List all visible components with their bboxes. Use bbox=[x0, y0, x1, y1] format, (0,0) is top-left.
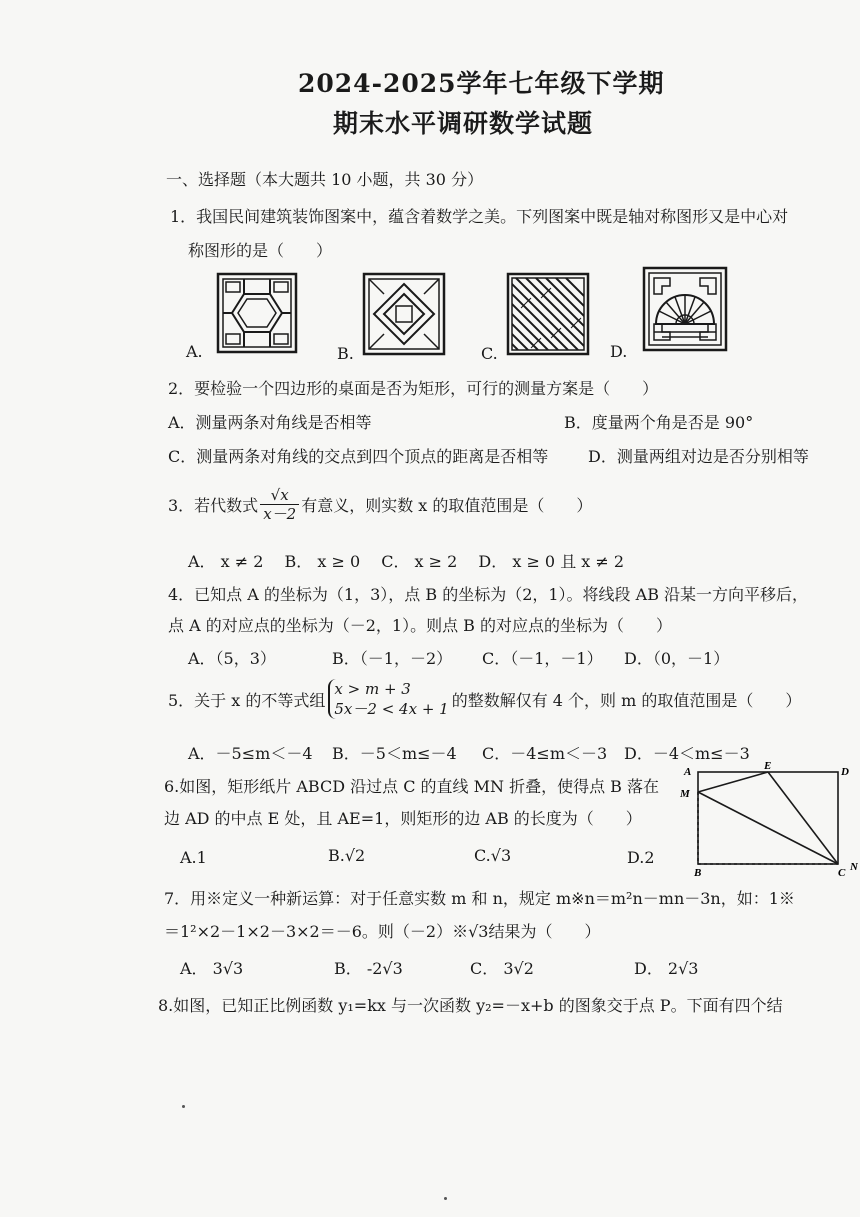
q5-inequality-1: x > m + 3 bbox=[334, 680, 411, 698]
q5-option-b: B．－5＜m≤－4 bbox=[332, 744, 457, 763]
title-line-1: 2024-2025学年七年级下学期 bbox=[298, 69, 665, 98]
q6-fig-label-a: A bbox=[684, 766, 692, 778]
q2-option-b: B．度量两个角是否是 90° bbox=[564, 413, 754, 432]
q2-stem: 2．要检验一个四边形的桌面是否为矩形，可行的测量方案是（ ） bbox=[168, 379, 659, 398]
q6-option-d: D.2 bbox=[627, 848, 655, 867]
q7-option-c: C． 3√2 bbox=[470, 959, 534, 978]
q6-fig-label-c: C bbox=[838, 867, 846, 876]
q5-option-d: D．－4＜m≤－3 bbox=[624, 744, 750, 763]
q7-option-b: B． -2√3 bbox=[334, 959, 403, 978]
q6-stem-line2: 边 AD 的中点 E 处，且 AE=1，则矩形的边 AB 的长度为（ ） bbox=[164, 809, 642, 828]
q3-stem bbox=[168, 486, 592, 523]
q1-stem-line2: 称图形的是（ ） bbox=[188, 241, 333, 260]
q7-option-a: A． 3√3 bbox=[180, 959, 244, 978]
q1-option-c-pattern bbox=[506, 272, 590, 356]
title-line-2: 期末水平调研数学试题 bbox=[333, 109, 594, 138]
q1-option-d-label: D. bbox=[610, 342, 628, 361]
q6-fig-label-e: E bbox=[764, 760, 772, 772]
q3-fraction-numerator: √x bbox=[260, 486, 299, 505]
q4-stem-line1: 4．已知点 A 的坐标为（1，3），点 B 的坐标为（2，1）。将线段 AB 沿某一方向平移后， bbox=[168, 585, 809, 604]
q6-option-c: C.√3 bbox=[474, 846, 512, 865]
q3-fraction bbox=[260, 486, 299, 523]
q6-fig-label-n: N bbox=[850, 861, 858, 873]
q6-stem-line1: 6.如图，矩形纸片 ABCD 沿过点 C 的直线 MN 折叠，使得点 B 落在 bbox=[164, 777, 660, 796]
bleed-through-text bbox=[600, 112, 670, 132]
q4-option-c: C．（－1，－1） bbox=[482, 649, 603, 668]
q1-option-b-pattern bbox=[362, 272, 446, 356]
q1-option-d-pattern bbox=[642, 266, 728, 352]
q2-option-d: D．测量两组对边是否分别相等 bbox=[588, 447, 809, 466]
q7-stem-line2: ＝1²×2－1×2－3×2＝－6。则（－2）※√3结果为（ ） bbox=[164, 922, 601, 941]
q6-fig-label-d: D bbox=[841, 766, 849, 778]
q2-option-a: A．测量两条对角线是否相等 bbox=[168, 413, 372, 432]
q4-option-d: D．（0，－1） bbox=[624, 649, 730, 668]
scan-speck bbox=[444, 1197, 447, 1200]
q5-option-a: A．－5≤m＜－4 bbox=[188, 744, 313, 763]
q3-stem-pre: 3．若代数式 bbox=[168, 496, 259, 515]
q1-stem-line1: 1．我国民间建筑装饰图案中，蕴含着数学之美。下列图案中既是轴对称图形又是中心对 bbox=[170, 207, 789, 226]
q2-option-c: C．测量两条对角线的交点到四个顶点的距离是否相等 bbox=[168, 447, 549, 466]
scan-speck bbox=[182, 1105, 185, 1108]
q5-inequality-system bbox=[328, 679, 448, 719]
section-heading: 一、选择题（本大题共 10 小题，共 30 分） bbox=[166, 170, 484, 189]
q6-fig-label-m: M bbox=[680, 788, 690, 800]
q5-stem bbox=[168, 679, 801, 719]
q5-inequality-2: 5x－2 < 4x + 1 bbox=[334, 700, 449, 718]
q1-option-b-label: B. bbox=[337, 344, 354, 363]
q7-option-d: D． 2√3 bbox=[634, 959, 699, 978]
q3-options: A． x ≠ 2 B． x ≥ 0 C． x ≥ 2 D． x ≥ 0 且 x ≠ 2 bbox=[188, 552, 625, 571]
q7-stem-line1: 7．用※定义一种新运算：对于任意实数 m 和 n，规定 m※n＝m²n－mn－3n，如：1※ bbox=[164, 889, 795, 908]
q4-option-a: A．（5，3） bbox=[188, 649, 276, 668]
q4-stem-line2: 点 A 的对应点的坐标为（－2，1）。则点 B 的对应点的坐标为（ ） bbox=[168, 616, 673, 635]
q1-option-a-pattern bbox=[216, 272, 298, 354]
q6-fig-label-b: B bbox=[694, 867, 702, 876]
q5-stem-post: 的整数解仅有 4 个，则 m 的取值范围是（ ） bbox=[451, 690, 802, 710]
q3-fraction-denominator: x－2 bbox=[263, 505, 297, 523]
q5-option-c: C．－4≤m＜－3 bbox=[482, 744, 608, 763]
q3-stem-post: 有意义，则实数 x 的取值范围是（ ） bbox=[301, 496, 593, 515]
q8-stem-line1: 8.如图，已知正比例函数 y₁=kx 与一次函数 y₂=－x+b 的图象交于点 P。下面有四个结 bbox=[158, 996, 783, 1015]
q1-option-a-label: A. bbox=[186, 342, 203, 361]
q4-option-b: B．（－1，－2） bbox=[332, 649, 453, 668]
q5-stem-pre: 5．关于 x 的不等式组 bbox=[168, 690, 326, 710]
q6-figure bbox=[680, 760, 858, 876]
q1-option-c-label: C. bbox=[481, 344, 498, 363]
q6-option-b: B.√2 bbox=[328, 846, 366, 865]
q6-option-a: A.1 bbox=[180, 848, 207, 867]
